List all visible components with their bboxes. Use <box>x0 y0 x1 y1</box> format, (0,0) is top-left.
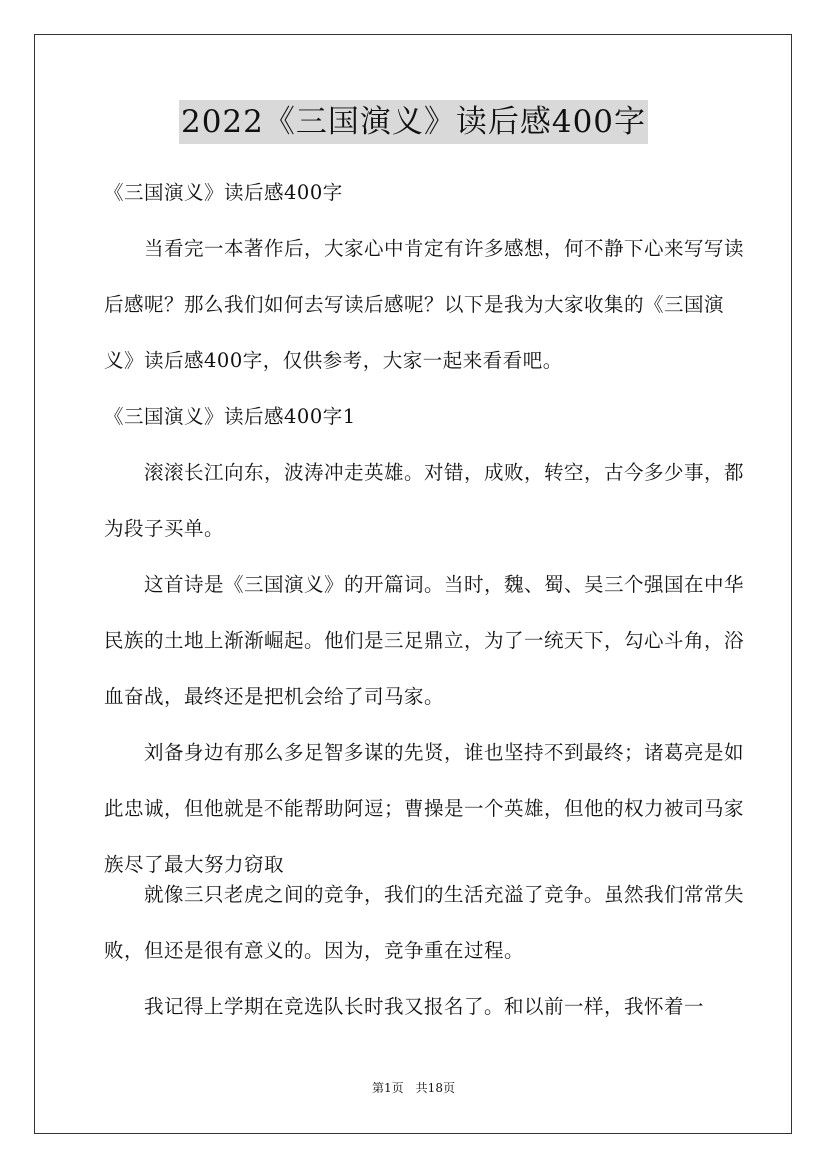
paragraph-subtitle: 《三国演义》读后感400字 <box>104 181 343 204</box>
paragraph-memory: 我记得上学期在竞选队长时我又报名了。和以前一样，我怀着一 <box>144 995 705 1018</box>
page-footer: 第1页 共18页 <box>372 1081 455 1095</box>
paragraph-characters: 刘备身边有那么多足智多谋的先贤，谁也坚持不到最终；诸葛亮是如此忠诚，但他就是不能帮助阿逗；曹操是一个英雄，但他的权力被司马家族尽了最大努力窃取 <box>104 741 745 876</box>
paragraph-intro: 当看完一本著作后，大家心中肯定有许多感想，何不静下心来写写读后感呢？那么我们如何去写读后感呢？以下是我为大家收集的《三国演义》读后感400字，仅供参考，大家一起来看看吧。 <box>104 237 745 372</box>
document-title: 2022《三国演义》读后感400字 <box>179 100 648 144</box>
paragraph-competition: 就像三只老虎之间的竞争，我们的生活充溢了竞争。虽然我们常常失败，但还是很有意义的。因为，竞争重在过程。 <box>104 883 745 962</box>
paragraph-history: 这首诗是《三国演义》的开篇词。当时，魏、蜀、吴三个强国在中华民族的土地上渐渐崛起。他们是三足鼎立，为了一统天下，勾心斗角，浴血奋战，最终还是把机会给了司马家。 <box>104 573 745 708</box>
paragraph-section-heading: 《三国演义》读后感400字1 <box>104 405 356 428</box>
title-wrap <box>0 100 827 144</box>
paragraph-poem: 滚滚长江向东，波涛冲走英雄。对错，成败，转空，古今多少事，都为段子买单。 <box>104 461 745 540</box>
